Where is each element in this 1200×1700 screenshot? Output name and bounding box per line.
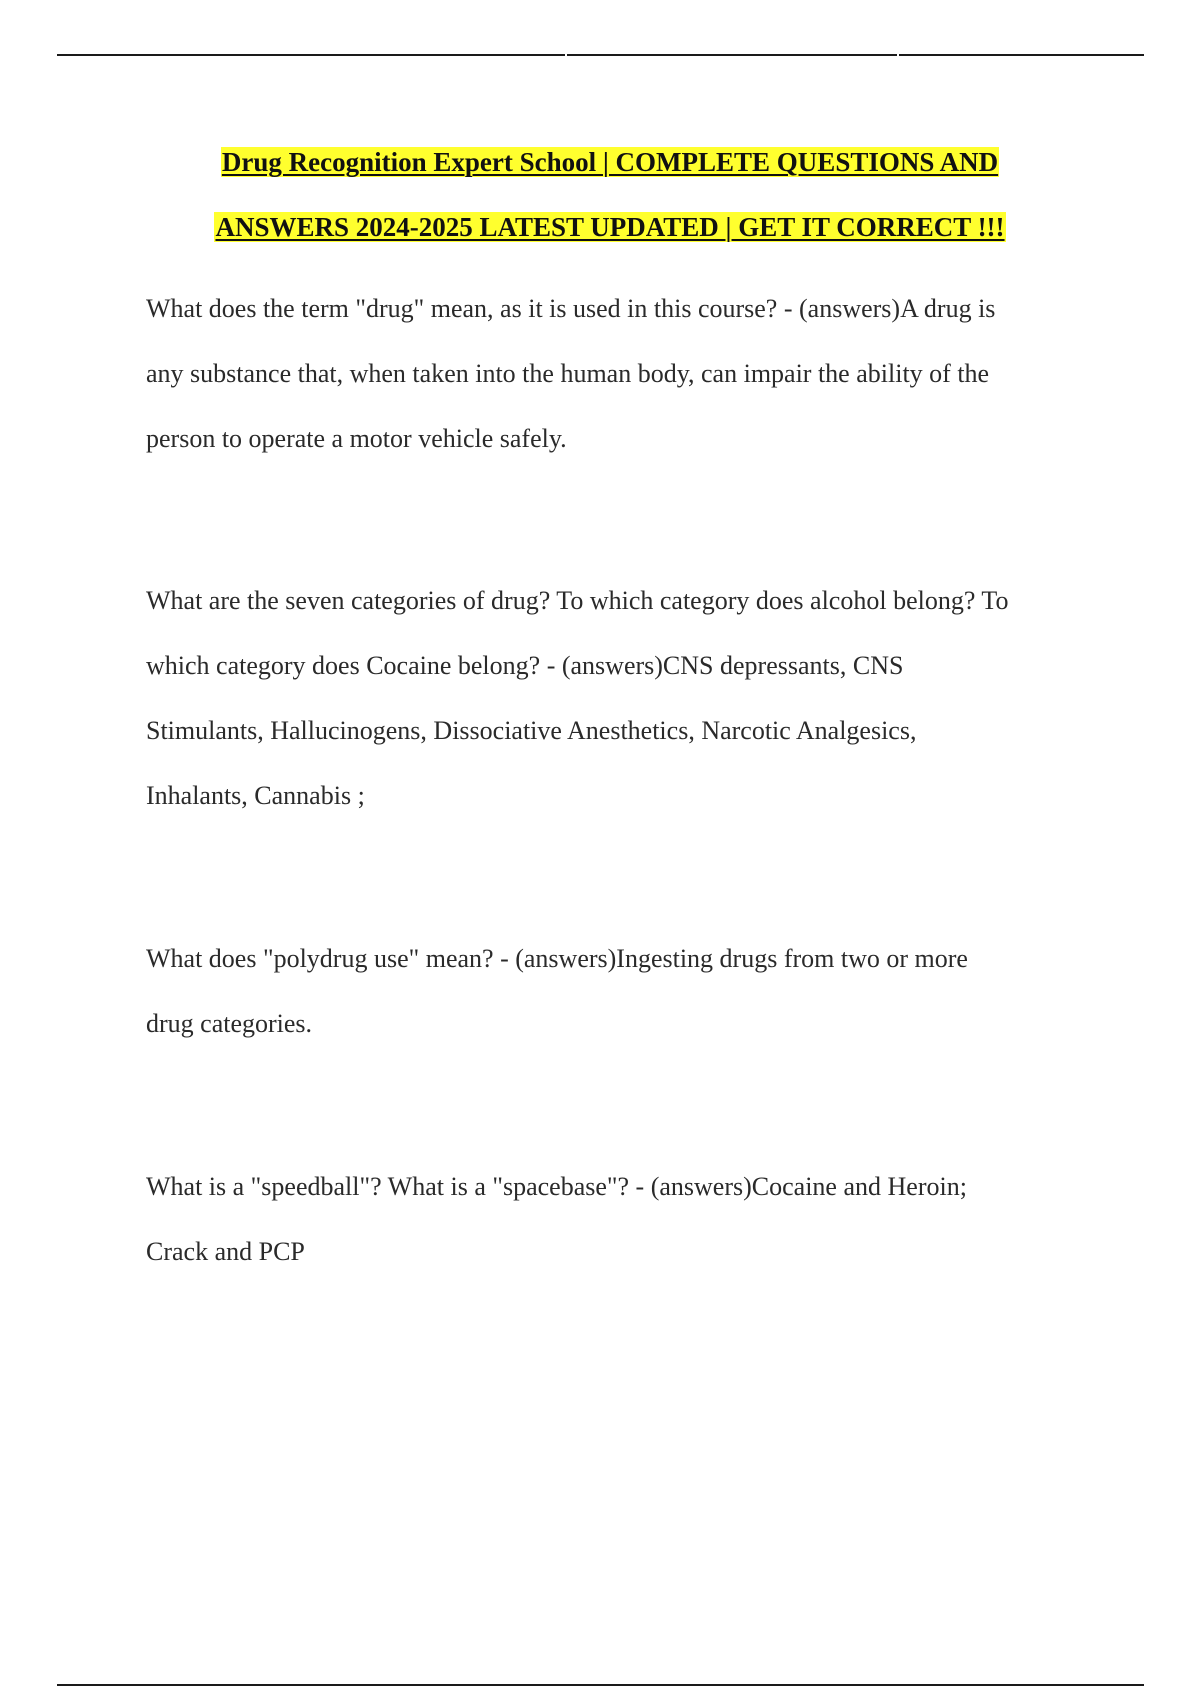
qa-line: Crack and PCP (146, 1237, 305, 1266)
title-line-1: Drug Recognition Expert School | COMPLETE QUESTIONS AND (221, 147, 999, 177)
qa-line: any substance that, when taken into the human body, can impair the ability of the (146, 359, 990, 388)
title-line-2: ANSWERS 2024-2025 LATEST UPDATED | GET IT CORRECT !!! (215, 212, 1005, 242)
qa-line: Stimulants, Hallucinogens, Dissociative Anesthetics, Narcotic Analgesics, (146, 716, 917, 745)
qa-line: What does the term "drug" mean, as it is used in this course? - (answers)A drug is (146, 294, 996, 323)
qa-line: Inhalants, Cannabis ; (146, 781, 365, 810)
bottom-rule (57, 1684, 1144, 1686)
qa-entry-4 (146, 1154, 1086, 1284)
qa-entry-2 (146, 568, 1086, 828)
qa-line: What are the seven categories of drug? To which category does alcohol belong? To (146, 586, 1009, 615)
qa-line: person to operate a motor vehicle safely. (146, 424, 567, 453)
document-title (140, 130, 1080, 260)
qa-line: What is a "speedball"? What is a "spacebase"? - (answers)Cocaine and Heroin; (146, 1172, 967, 1201)
qa-line: drug categories. (146, 1009, 313, 1038)
qa-line: which category does Cocaine belong? - (answers)CNS depressants, CNS (146, 651, 904, 680)
qa-line: What does "polydrug use" mean? - (answers)Ingesting drugs from two or more (146, 944, 968, 973)
qa-entry-3 (146, 926, 1086, 1056)
qa-entry-1 (146, 276, 1086, 471)
top-rule-segment-2 (567, 54, 897, 56)
top-rule-segment-3 (899, 54, 1144, 56)
top-rule-segment-1 (57, 54, 565, 56)
